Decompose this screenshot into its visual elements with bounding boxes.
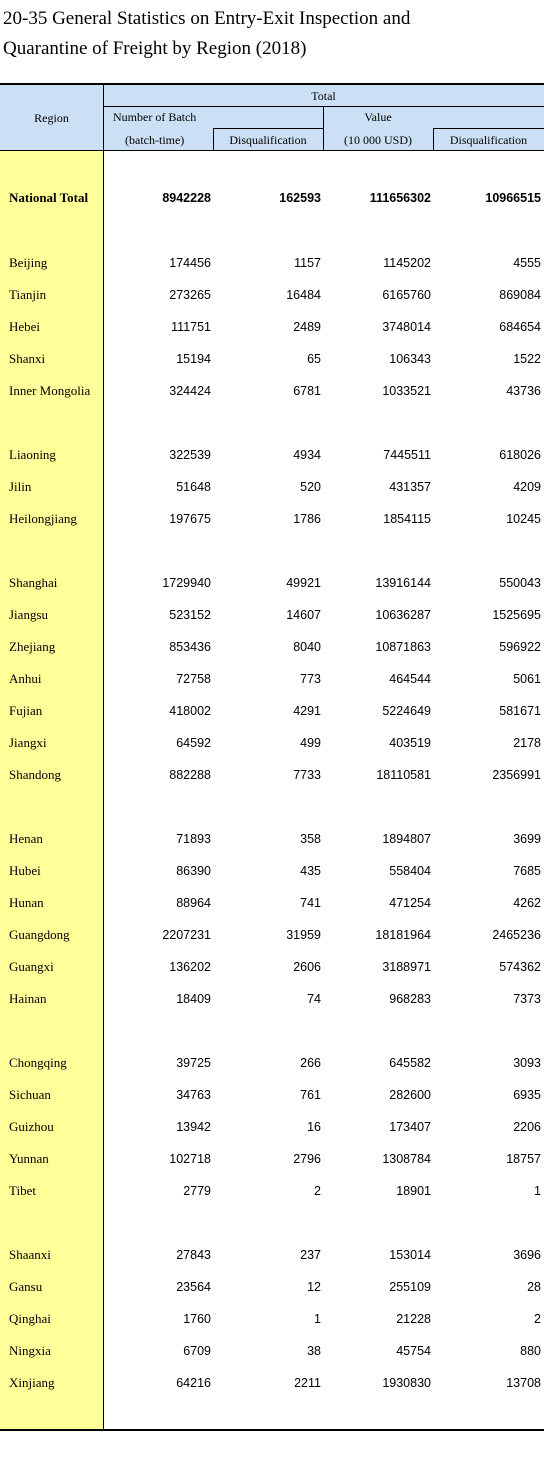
region-name: Chongqing — [9, 1055, 67, 1070]
region-name: Tibet — [9, 1183, 36, 1198]
region-name: Sichuan — [9, 1087, 51, 1102]
title-line-2: Quarantine of Freight by Region (2018) — [3, 38, 307, 59]
cell-batch: 64216 — [176, 1376, 211, 1390]
cell-value: 153014 — [389, 1248, 431, 1262]
cell-batch: 18409 — [176, 992, 211, 1006]
cell-value: 471254 — [389, 896, 431, 910]
region-name: Xinjiang — [9, 1375, 55, 1390]
cell-batch-disq: 435 — [300, 864, 321, 878]
cell-value-disq: 869084 — [499, 288, 541, 302]
cell-batch: 1729940 — [162, 576, 211, 590]
cell-batch-disq: 266 — [300, 1056, 321, 1070]
region-name: Guangxi — [9, 959, 54, 974]
cell-batch-disq: 4934 — [293, 448, 321, 462]
cell-batch-disq: 49921 — [286, 576, 321, 590]
header-batch-disqualification: Disqualification — [229, 133, 307, 147]
table-bottom-rule — [0, 1429, 544, 1431]
region-name: Henan — [9, 831, 43, 846]
cell-value: 3188971 — [382, 960, 431, 974]
region-name: Guangdong — [9, 927, 70, 942]
header-value-line2: (10 000 USD) — [344, 133, 412, 147]
region-name: Jilin — [9, 479, 32, 494]
cell-value-disq: 4262 — [513, 896, 541, 910]
cell-value: 10871863 — [375, 640, 431, 654]
table-top-rule — [0, 83, 544, 85]
cell-batch: 136202 — [169, 960, 211, 974]
region-name: National Total — [9, 190, 89, 205]
cell-batch: 324424 — [169, 384, 211, 398]
cell-batch-disq: 1786 — [293, 512, 321, 526]
cell-batch: 39725 — [176, 1056, 211, 1070]
cell-batch: 8942228 — [162, 191, 211, 205]
region-name: Beijing — [9, 255, 48, 270]
cell-value: 6165760 — [382, 288, 431, 302]
cell-batch-disq: 499 — [300, 736, 321, 750]
region-column-background — [0, 150, 103, 1429]
cell-batch: 86390 — [176, 864, 211, 878]
cell-value: 968283 — [389, 992, 431, 1006]
cell-value: 45754 — [396, 1344, 431, 1358]
cell-value: 7445511 — [383, 448, 431, 462]
cell-batch-disq: 74 — [307, 992, 321, 1006]
cell-value-disq: 7685 — [513, 864, 541, 878]
cell-value: 464544 — [389, 672, 431, 686]
cell-value-disq: 4555 — [513, 256, 541, 270]
region-name: Shanghai — [9, 575, 58, 590]
cell-batch: 102718 — [169, 1152, 211, 1166]
cell-value-disq: 2178 — [513, 736, 541, 750]
cell-batch-disq: 2606 — [293, 960, 321, 974]
region-name: Hainan — [9, 991, 47, 1006]
cell-value-disq: 3699 — [513, 832, 541, 846]
region-name: Qinghai — [9, 1311, 51, 1326]
cell-batch: 13942 — [176, 1120, 211, 1134]
cell-batch: 51648 — [176, 480, 211, 494]
cell-value: 18901 — [396, 1184, 431, 1198]
header-batch-line1: Number of Batch — [113, 110, 197, 124]
region-name: Jiangxi — [9, 735, 47, 750]
cell-value-disq: 28 — [527, 1280, 541, 1294]
region-name: Gansu — [9, 1279, 43, 1294]
cell-value: 1033521 — [382, 384, 431, 398]
cell-batch: 174456 — [169, 256, 211, 270]
region-name: Jiangsu — [9, 607, 48, 622]
cell-batch-disq: 16484 — [286, 288, 321, 302]
cell-value: 1854115 — [383, 512, 431, 526]
cell-value: 1930830 — [382, 1376, 431, 1390]
cell-batch: 27843 — [176, 1248, 211, 1262]
cell-value: 282600 — [389, 1088, 431, 1102]
cell-batch: 853436 — [169, 640, 211, 654]
cell-batch: 111751 — [171, 320, 211, 334]
value-sub-rule — [433, 128, 544, 129]
cell-value: 403519 — [389, 736, 431, 750]
region-name: Ningxia — [9, 1343, 51, 1358]
cell-value: 1145202 — [383, 256, 431, 270]
cell-batch-disq: 358 — [300, 832, 321, 846]
cell-batch-disq: 162593 — [279, 191, 321, 205]
batch-sub-rule — [213, 128, 323, 129]
cell-batch-disq: 2211 — [294, 1376, 321, 1390]
cell-value-disq: 574362 — [499, 960, 541, 974]
cell-batch: 64592 — [176, 736, 211, 750]
cell-value-disq: 581671 — [499, 704, 541, 718]
cell-batch-disq: 237 — [300, 1248, 321, 1262]
header-bottom-rule — [0, 150, 544, 151]
cell-batch-disq: 8040 — [293, 640, 321, 654]
cell-value-disq: 18757 — [506, 1152, 541, 1166]
cell-batch-disq: 2489 — [293, 320, 321, 334]
cell-value: 255109 — [389, 1280, 431, 1294]
cell-value-disq: 2 — [534, 1312, 541, 1326]
cell-value: 1894807 — [382, 832, 431, 846]
cell-value-disq: 13708 — [506, 1376, 541, 1390]
cell-batch-disq: 2796 — [293, 1152, 321, 1166]
cell-value-disq: 550043 — [499, 576, 541, 590]
cell-batch-disq: 520 — [300, 480, 321, 494]
cell-value-disq: 3696 — [513, 1248, 541, 1262]
cell-value-disq: 10245 — [506, 512, 541, 526]
cell-batch-disq: 16 — [307, 1120, 321, 1134]
region-name: Yunnan — [9, 1151, 49, 1166]
region-name: Shaanxi — [9, 1247, 51, 1262]
cell-value-disq: 43736 — [506, 384, 541, 398]
cell-batch-disq: 773 — [300, 672, 321, 686]
region-name: Tianjin — [9, 287, 47, 302]
cell-batch: 273265 — [169, 288, 211, 302]
region-name: Fujian — [9, 703, 43, 718]
header-region: Region — [34, 111, 69, 125]
cell-batch: 418002 — [169, 704, 211, 718]
cell-value: 645582 — [389, 1056, 431, 1070]
cell-value-disq: 618026 — [499, 448, 541, 462]
cell-value: 3748014 — [382, 320, 431, 334]
cell-batch: 88964 — [176, 896, 211, 910]
cell-batch: 71893 — [176, 832, 211, 846]
cell-batch-disq: 2 — [314, 1184, 321, 1198]
cell-batch: 23564 — [176, 1280, 211, 1294]
cell-value: 18181964 — [375, 928, 431, 942]
cell-batch: 15194 — [176, 352, 211, 366]
cell-batch-disq: 65 — [307, 352, 321, 366]
cell-value: 18110581 — [376, 768, 431, 782]
cell-value-disq: 3093 — [513, 1056, 541, 1070]
cell-value-disq: 596922 — [499, 640, 541, 654]
cell-value: 5224649 — [382, 704, 431, 718]
region-name: Shanxi — [9, 351, 46, 366]
cell-batch-disq: 6781 — [293, 384, 321, 398]
cell-batch-disq: 12 — [307, 1280, 321, 1294]
header-value-disqualification: Disqualification — [449, 133, 528, 147]
region-name: Anhui — [9, 671, 42, 686]
cell-value-disq: 7373 — [513, 992, 541, 1006]
cell-value-disq: 4209 — [513, 480, 541, 494]
cell-value: 1308784 — [382, 1152, 431, 1166]
cell-batch: 1760 — [183, 1312, 211, 1326]
cell-value-disq: 684654 — [499, 320, 541, 334]
cell-value: 13916144 — [375, 576, 431, 590]
cell-value: 173407 — [389, 1120, 431, 1134]
cell-batch: 2779 — [183, 1184, 211, 1198]
cell-batch: 2207231 — [162, 928, 211, 942]
cell-value-disq: 6935 — [513, 1088, 541, 1102]
region-name: Hunan — [9, 895, 44, 910]
cell-batch-disq: 31959 — [286, 928, 321, 942]
cell-value-disq: 2465236 — [492, 928, 541, 942]
cell-value-disq: 1522 — [513, 352, 541, 366]
cell-batch: 197675 — [169, 512, 211, 526]
cell-batch-disq: 1 — [314, 1312, 321, 1326]
cell-batch: 6709 — [183, 1344, 211, 1358]
cell-batch: 34763 — [176, 1088, 211, 1102]
region-name: Liaoning — [9, 447, 56, 462]
cell-batch-disq: 761 — [300, 1088, 321, 1102]
region-name: Inner Mongolia — [9, 383, 91, 398]
cell-value: 106343 — [389, 352, 431, 366]
cell-value: 21228 — [396, 1312, 431, 1326]
cell-value: 431357 — [389, 480, 431, 494]
cell-batch-disq: 1157 — [294, 256, 321, 270]
cell-value: 111656302 — [369, 191, 431, 205]
cell-batch: 72758 — [176, 672, 211, 686]
region-name: Hebei — [9, 319, 41, 334]
cell-value-disq: 5061 — [513, 672, 541, 686]
cell-batch-disq: 7733 — [293, 768, 321, 782]
cell-value-disq: 1 — [534, 1184, 541, 1198]
cell-value-disq: 2206 — [513, 1120, 541, 1134]
cell-batch-disq: 14607 — [286, 608, 321, 622]
header-total: Total — [311, 89, 336, 103]
cell-batch: 882288 — [169, 768, 211, 782]
title-line-1: 20-35 General Statistics on Entry-Exit Inspection and — [3, 8, 411, 29]
cell-batch: 523152 — [169, 608, 211, 622]
region-name: Zhejiang — [9, 639, 56, 654]
cell-value: 558404 — [389, 864, 431, 878]
cell-batch-disq: 4291 — [293, 704, 321, 718]
cell-batch-disq: 38 — [307, 1344, 321, 1358]
header-batch-line2: (batch-time) — [125, 133, 185, 147]
region-name: Heilongjiang — [9, 511, 77, 526]
region-name: Guizhou — [9, 1119, 54, 1134]
cell-value-disq: 2356991 — [492, 768, 541, 782]
cell-value: 10636287 — [375, 608, 431, 622]
cell-value-disq: 1525695 — [492, 608, 541, 622]
cell-batch: 322539 — [169, 448, 211, 462]
cell-batch-disq: 741 — [300, 896, 321, 910]
cell-value-disq: 880 — [520, 1344, 541, 1358]
region-name: Shandong — [9, 767, 61, 782]
page-title — [3, 4, 410, 64]
cell-value-disq: 10966515 — [485, 191, 541, 205]
header-value-line1: Value — [364, 110, 392, 124]
region-name: Hubei — [9, 863, 41, 878]
